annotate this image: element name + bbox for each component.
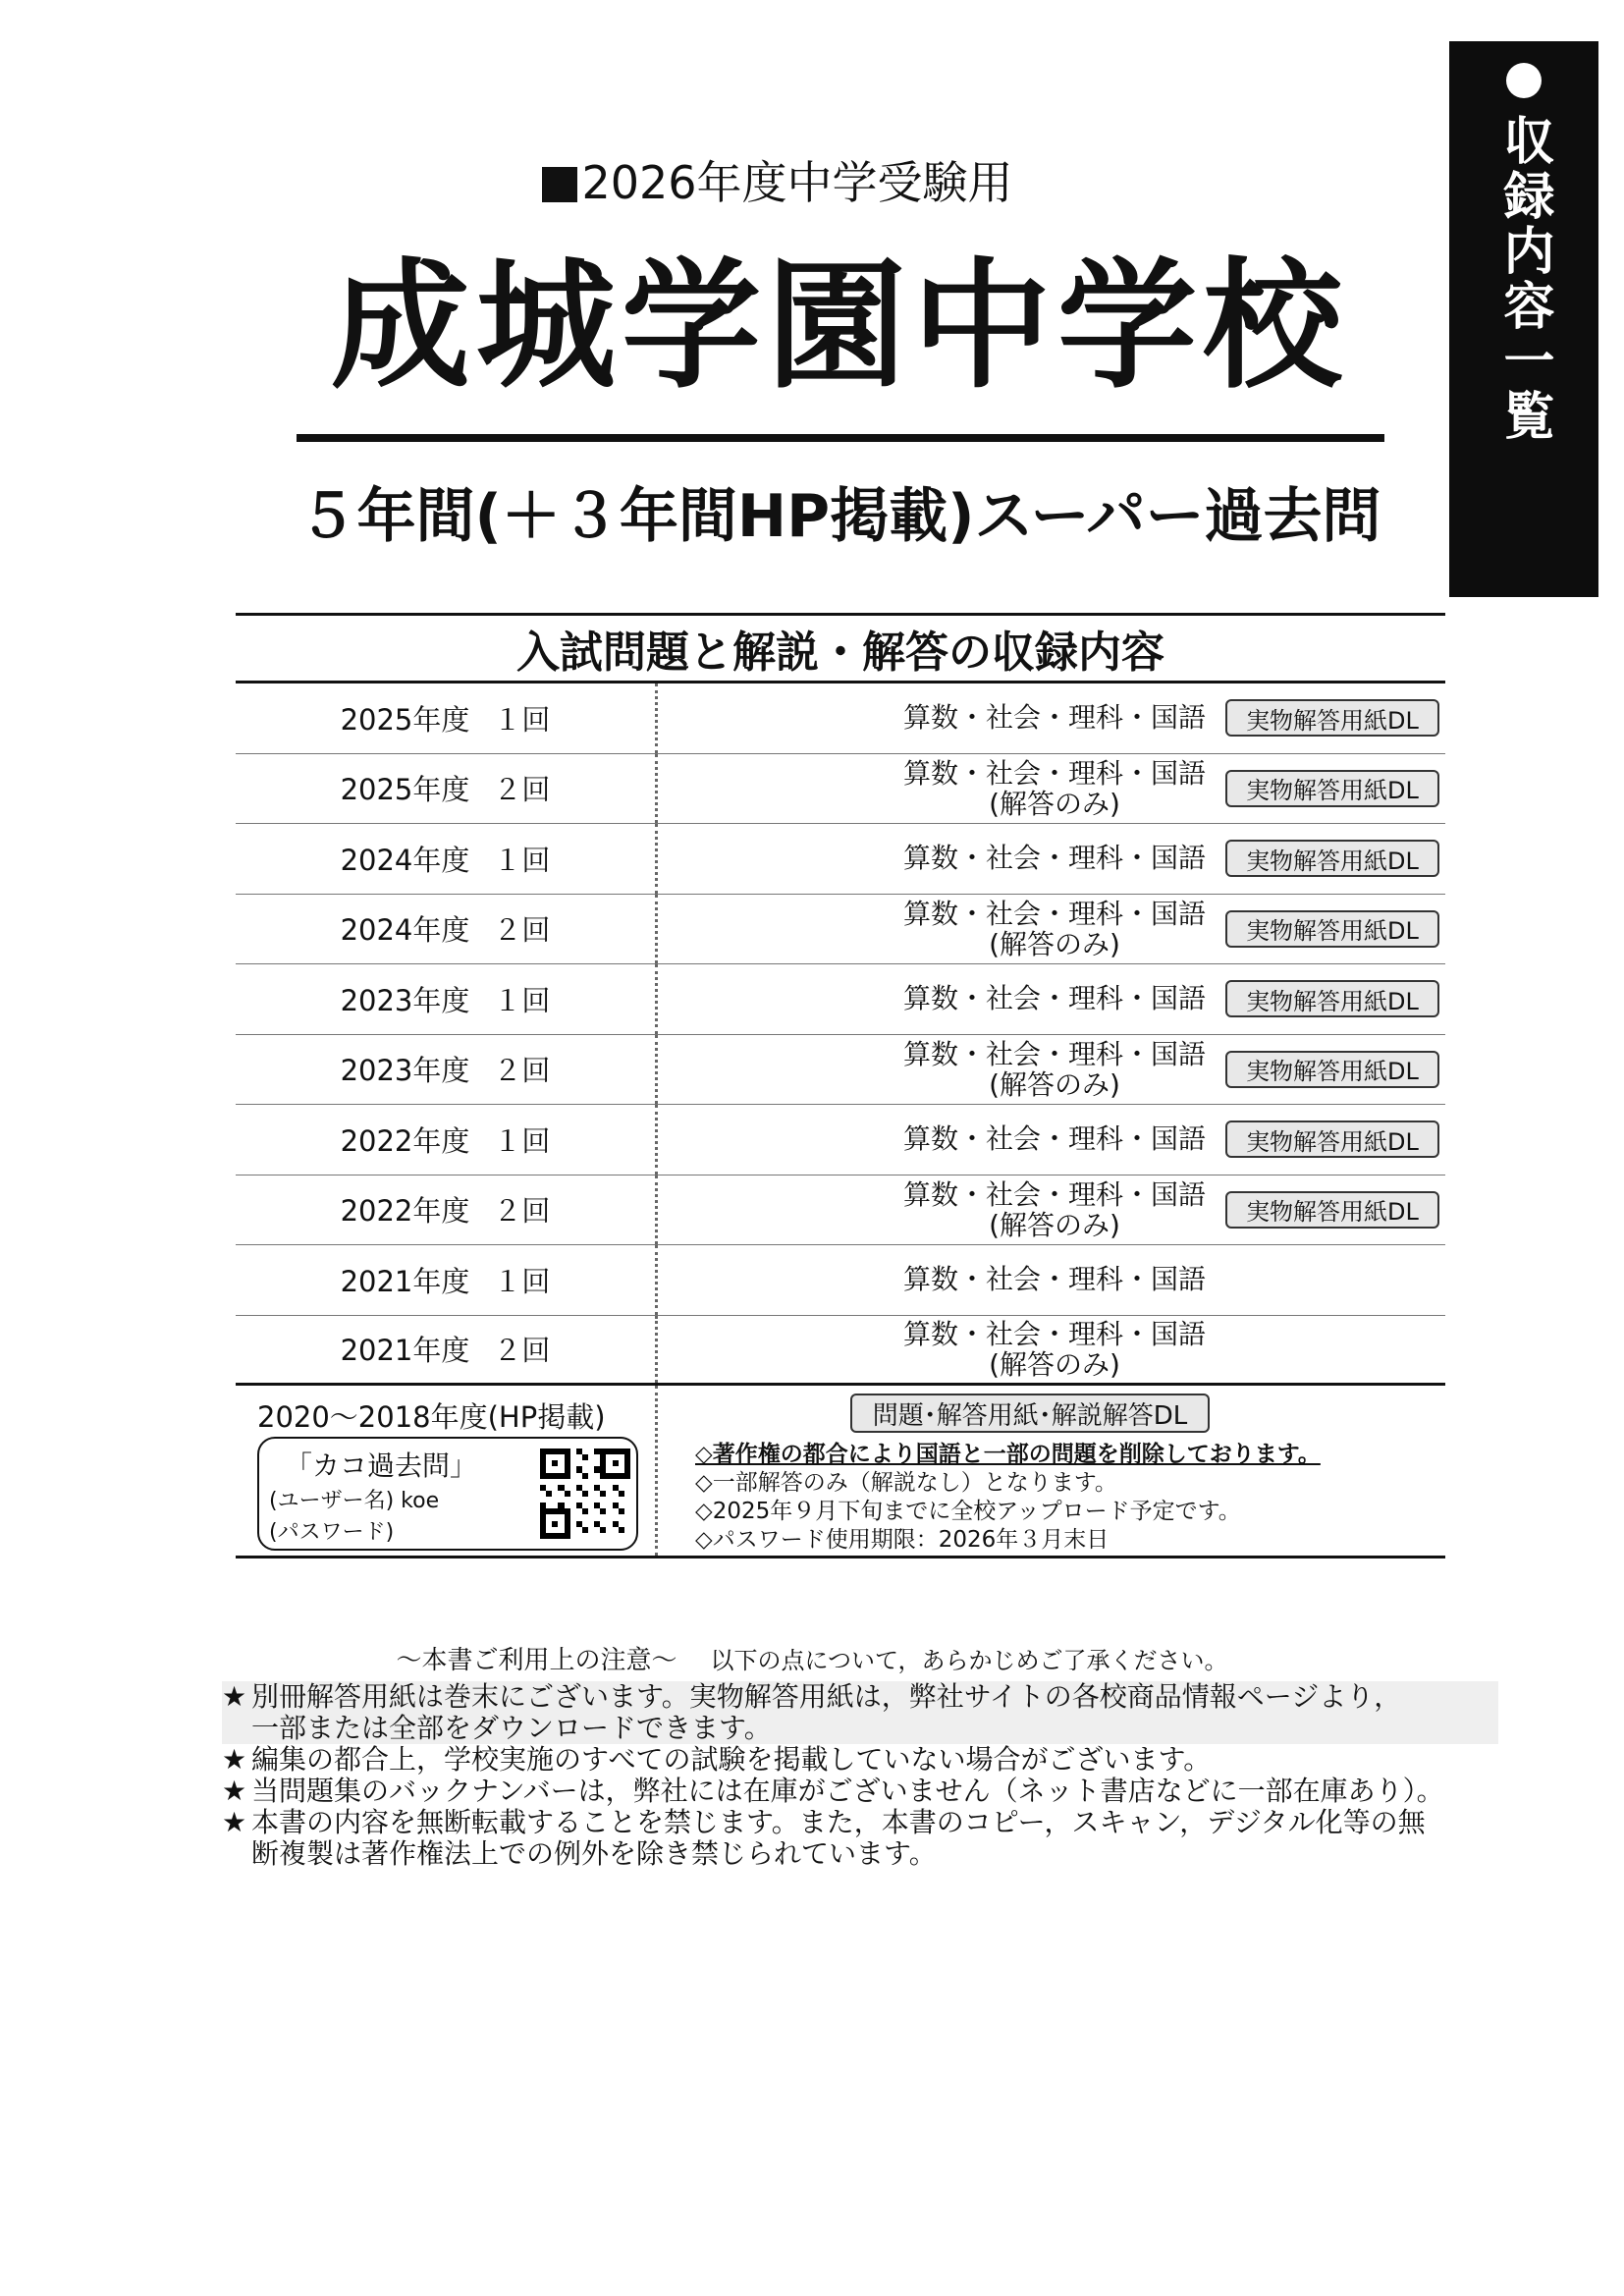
subjects-text: 算数・社会・理科・国語: [902, 756, 1206, 790]
subjects-cell: [658, 1035, 1445, 1105]
exam-year-label: [0, 147, 1624, 212]
table-row: [236, 1316, 1445, 1387]
notice-text: 別冊解答用紙は巻末にございます。実物解答用紙は，弊社サイトの各校商品情報ページより， 一部または全部をダウンロードできます。: [251, 1680, 1402, 1744]
notice-item: [222, 1681, 1498, 1744]
notice-subtitle: 以下の点について，あらかじめご了承ください。: [710, 1647, 1228, 1674]
notice-title: ～本書ご利用上の注意～: [396, 1646, 677, 1675]
answer-sheet-download-button[interactable]: 実物解答用紙DL: [1225, 699, 1439, 737]
subjects-text: 算数・社会・理科・国語: [902, 897, 1206, 930]
answer-sheet-download-button[interactable]: 実物解答用紙DL: [1225, 910, 1439, 948]
kako-username: (ユーザー名) koe: [269, 1489, 440, 1513]
side-tab: [1449, 41, 1598, 597]
answer-only-note: (解答のみ): [989, 1208, 1120, 1241]
round-text: １回: [493, 1123, 551, 1158]
subjects-cell: [658, 824, 1445, 894]
hp-section: [236, 1386, 1445, 1558]
year-cell: [236, 1035, 658, 1105]
notice-list: [222, 1681, 1498, 1870]
subjects-cell: [658, 895, 1445, 964]
notice-text: 本書の内容を無断転載することを禁じます。また，本書のコピー，スキャン，デジタル化等の無 断複製は著作権法上での例外を除き禁じられています。: [251, 1806, 1426, 1870]
notice-item: [222, 1744, 1498, 1776]
round-text: ２回: [493, 1194, 551, 1229]
kako-password: (パスワード): [269, 1520, 395, 1545]
answer-only-note: (解答のみ): [989, 927, 1120, 960]
side-tab-title: 収録内容一覧: [1494, 114, 1553, 444]
answer-sheet-download-button[interactable]: 実物解答用紙DL: [1225, 980, 1439, 1017]
square-bullet-icon: [542, 167, 577, 202]
year-cell: [236, 895, 658, 964]
star-icon: ★: [222, 1743, 247, 1776]
table-row: [236, 824, 1445, 895]
table-row: [236, 964, 1445, 1035]
star-icon: ★: [222, 1775, 247, 1807]
kako-login-box: [257, 1437, 638, 1551]
book-subtitle: ５年間(＋３年間HP掲載)スーパー過去問: [298, 482, 1381, 551]
notice-item: [222, 1807, 1498, 1870]
star-icon: ★: [222, 1806, 247, 1838]
table-row: [236, 895, 1445, 965]
subjects-cell: [658, 1175, 1445, 1245]
subjects-cell: [658, 683, 1445, 753]
answer-only-note: (解答のみ): [989, 787, 1120, 820]
table-row: [236, 683, 1445, 754]
year-text: 2025年度: [340, 702, 470, 737]
notice-heading: [0, 1640, 1624, 1676]
answer-only-note: (解答のみ): [989, 1067, 1120, 1101]
hp-left: [236, 1386, 658, 1556]
round-text: １回: [493, 702, 551, 737]
table-row: [236, 754, 1445, 825]
year-cell: [236, 1175, 658, 1245]
round-text: ２回: [493, 773, 551, 807]
hp-download-button[interactable]: 問題･解答用紙･解説解答DL: [850, 1394, 1210, 1433]
year-text: 2021年度: [340, 1264, 470, 1298]
year-cell: [236, 964, 658, 1034]
table-title: 入試問題と解説・解答の収録内容: [236, 613, 1445, 683]
round-text: １回: [493, 983, 551, 1017]
answer-sheet-download-button[interactable]: 実物解答用紙DL: [1225, 1121, 1439, 1158]
hp-years-title: 2020～2018年度(HP掲載): [257, 1400, 606, 1434]
table-rows: [236, 683, 1445, 1386]
year-text: 2025年度: [340, 773, 470, 807]
hp-right: [658, 1386, 1445, 1556]
qr-code-icon[interactable]: [540, 1449, 630, 1539]
star-icon: ★: [222, 1680, 247, 1713]
year-text: 2022年度: [340, 1194, 470, 1229]
table-row: [236, 1035, 1445, 1106]
answer-sheet-download-button[interactable]: 実物解答用紙DL: [1225, 1051, 1439, 1088]
year-cell: [236, 1245, 658, 1315]
kako-title: 「カコ過去問」: [285, 1449, 478, 1482]
subjects-text: 算数・社会・理科・国語: [902, 701, 1206, 735]
subjects-text: 算数・社会・理科・国語: [902, 1037, 1206, 1070]
notice-item: [222, 1776, 1498, 1807]
answer-sheet-download-button[interactable]: 実物解答用紙DL: [1225, 1191, 1439, 1229]
subjects-cell: [658, 1316, 1445, 1384]
subjects-cell: [658, 1245, 1445, 1315]
round-text: １回: [493, 1264, 551, 1298]
contents-table: [236, 613, 1445, 1558]
round-text: １回: [493, 843, 551, 877]
hp-note: ◇一部解答のみ（解説なし）となります。: [695, 1470, 1117, 1496]
subjects-text: 算数・社会・理科・国語: [902, 1263, 1206, 1296]
year-cell: [236, 754, 658, 824]
title-rule: [297, 434, 1384, 442]
year-text: 2023年度: [340, 983, 470, 1017]
answer-sheet-download-button[interactable]: 実物解答用紙DL: [1225, 770, 1439, 807]
circle-bullet-icon: [1506, 63, 1542, 98]
year-text: 2023年度: [340, 1054, 470, 1088]
subjects-text: 算数・社会・理科・国語: [902, 842, 1206, 875]
round-text: ２回: [493, 913, 551, 948]
year-cell: [236, 1316, 658, 1384]
hp-note: ◇2025年９月下旬までに全校アップロード予定です。: [695, 1499, 1241, 1524]
hp-note: ◇著作権の都合により国語と一部の問題を削除しております。: [695, 1442, 1321, 1467]
answer-sheet-download-button[interactable]: 実物解答用紙DL: [1225, 840, 1439, 877]
subjects-cell: [658, 754, 1445, 824]
answer-only-note: (解答のみ): [989, 1347, 1120, 1381]
table-row: [236, 1175, 1445, 1246]
subjects-text: 算数・社会・理科・国語: [902, 1317, 1206, 1350]
year-text: 2024年度: [340, 913, 470, 948]
subjects-text: 算数・社会・理科・国語: [902, 982, 1206, 1015]
round-text: ２回: [493, 1054, 551, 1088]
notice-text: 当問題集のバックナンバーは，弊社には在庫がございません（ネット書店などに一部在庫あり）。: [251, 1775, 1444, 1807]
table-row: [236, 1245, 1445, 1316]
hp-note: ◇パスワード使用期限：2026年３月末日: [695, 1527, 1110, 1553]
subjects-text: 算数・社会・理科・国語: [902, 1177, 1206, 1211]
year-cell: [236, 1105, 658, 1175]
hp-notes: [695, 1441, 1321, 1555]
year-text: 2024年度: [340, 843, 470, 877]
year-cell: [236, 683, 658, 753]
round-text: ２回: [493, 1334, 551, 1368]
subjects-text: 算数・社会・理科・国語: [902, 1122, 1206, 1156]
year-text: 2022年度: [340, 1123, 470, 1158]
subjects-cell: [658, 964, 1445, 1034]
subjects-cell: [658, 1105, 1445, 1175]
year-text: 2021年度: [340, 1334, 470, 1368]
exam-label-text: 2026年度中学受験用: [581, 156, 1013, 209]
notice-text: 編集の都合上，学校実施のすべての試験を掲載していない場合がございます。: [251, 1743, 1212, 1776]
year-cell: [236, 824, 658, 894]
table-row: [236, 1105, 1445, 1175]
school-name: 成城学園中学校: [331, 246, 1348, 408]
